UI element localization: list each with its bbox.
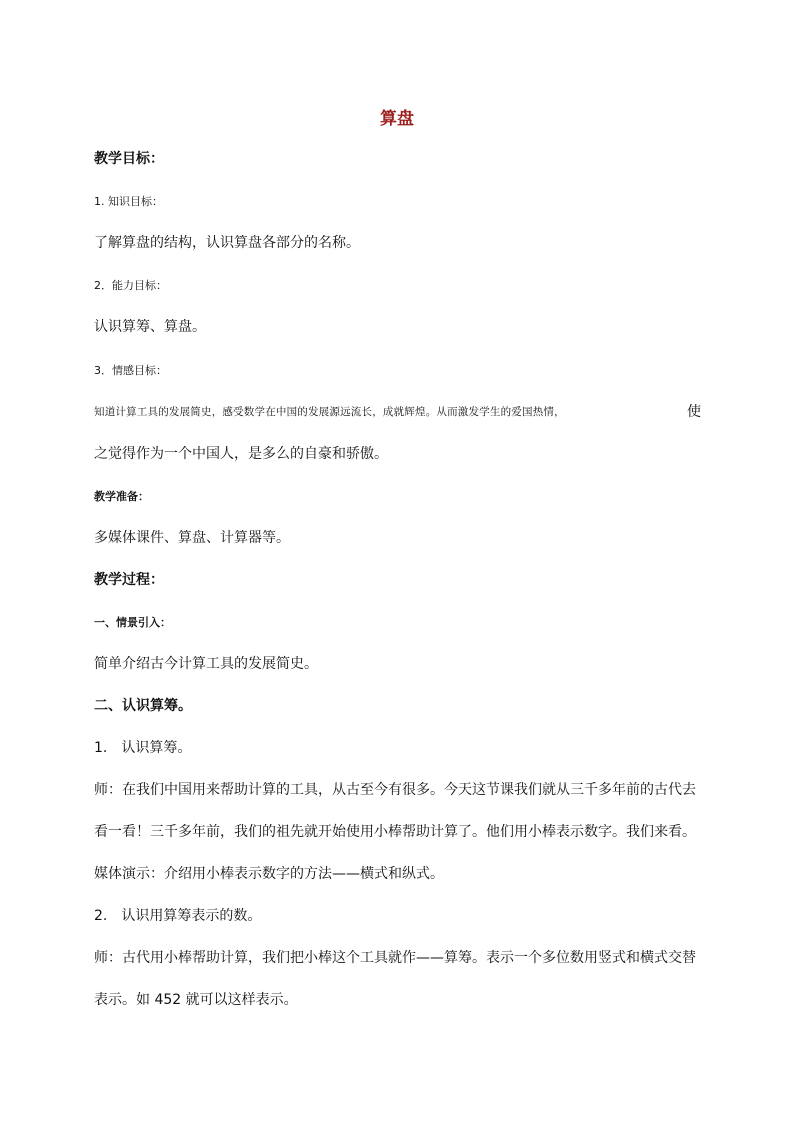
item1-media-demo: 媒体演示：介绍用小棒表示数字的方法——横式和纵式。 (94, 866, 444, 882)
item2-label: 2. 认识用算筹表示的数。 (94, 908, 262, 924)
goal1-text: 了解算盘的结构，认识算盘各部分的名称。 (94, 235, 360, 251)
goal1-label: 1. 知识目标： (94, 195, 163, 208)
item2-paragraph-line1: 师：古代用小棒帮助计算，我们把小棒这个工具就作——算筹。表示一个多位数用竖式和横式交替 (94, 950, 696, 966)
section1-heading: 一、情景引入： (94, 616, 171, 629)
goal3-text-line2: 之觉得作为一个中国人，是多么的自豪和骄傲。 (94, 446, 388, 462)
goal3-text-line1 (94, 403, 701, 421)
goal2-label: 2．能力目标： (94, 279, 167, 292)
item1-paragraph-line2: 看一看！三千多年前，我们的祖先就开始使用小棒帮助计算了。他们用小棒表示数字。我们来看。 (94, 824, 696, 840)
section2-heading: 二、认识算筹。 (94, 698, 192, 714)
item2-paragraph-line2: 表示。如 452 就可以这样表示。 (94, 992, 298, 1008)
page-title: 算盘 (380, 109, 414, 129)
goal3-text-a: 知道计算工具的发展简史，感受数学在中国的发展源远流长，成就辉煌。从而激发学生的爱国热情， (94, 406, 565, 418)
goal2-text: 认识算筹、算盘。 (94, 319, 206, 335)
process-heading: 教学过程： (94, 572, 164, 588)
item1-paragraph-line1: 师：在我们中国用来帮助计算的工具，从古至今有很多。今天这节课我们就从三千多年前的古代去 (94, 782, 696, 798)
goal3-text-b: 使 (687, 404, 701, 420)
prep-heading: 教学准备： (94, 490, 149, 503)
section1-text: 简单介绍古今计算工具的发展简史。 (94, 656, 318, 672)
teaching-goals-heading: 教学目标： (94, 151, 164, 167)
goal3-label: 3．情感目标： (94, 364, 167, 377)
item1-label: 1. 认识算筹。 (94, 740, 192, 756)
prep-text: 多媒体课件、算盘、计算器等。 (94, 530, 290, 546)
